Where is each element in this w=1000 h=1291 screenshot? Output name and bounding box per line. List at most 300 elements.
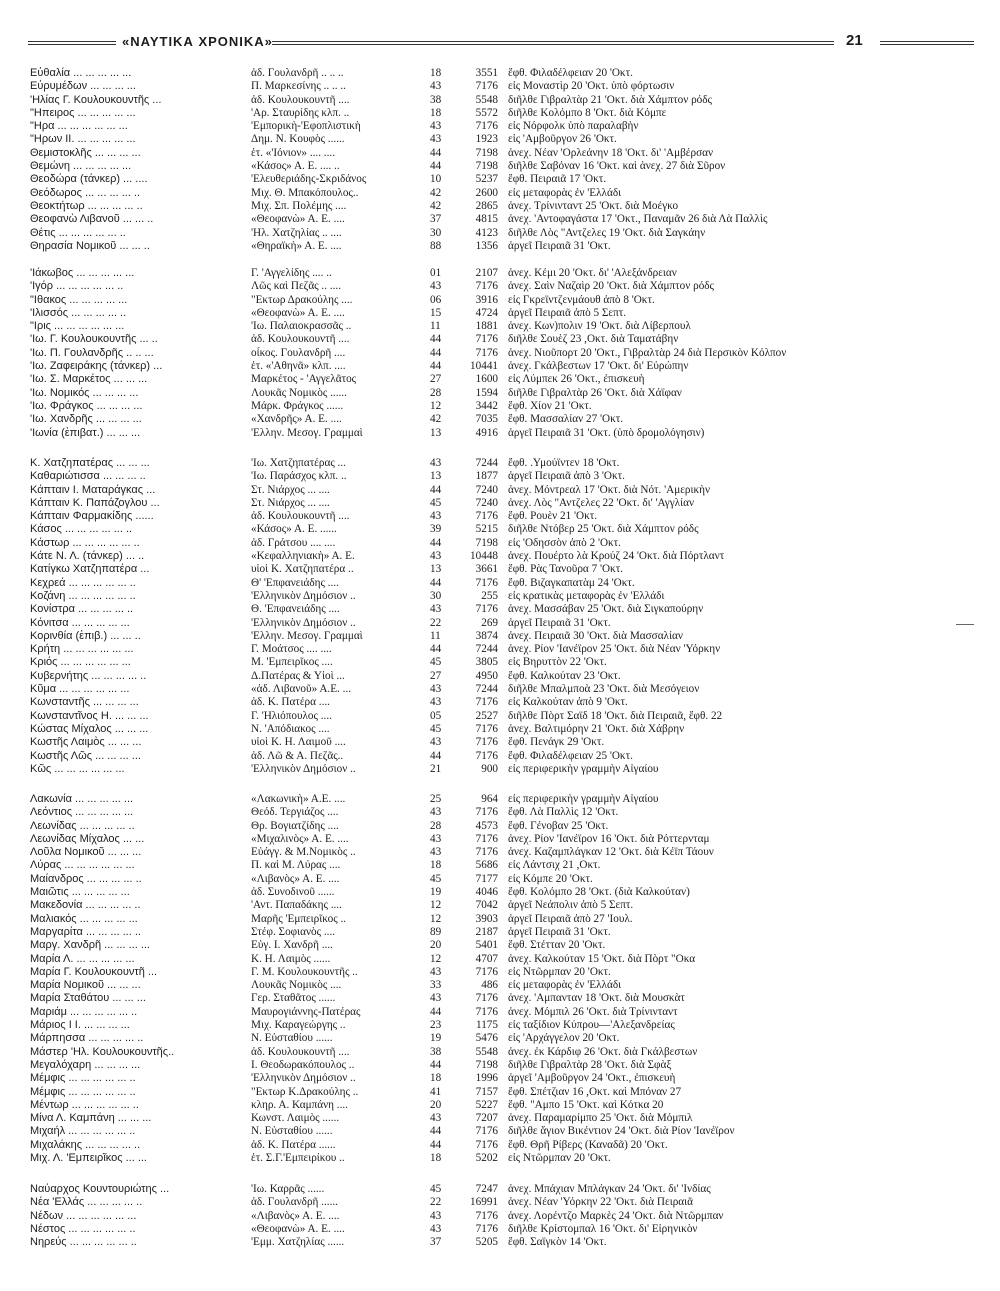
movement-status: ἀνεχ. Λὸς "Αντζελες 22 'Οκτ. δι' 'Αγγλίαν <box>508 496 695 509</box>
movement-status: ἀργεῖ Πειραιᾶ 31 'Οκτ. (ὑπὸ δρομολόγησιν) <box>508 426 705 439</box>
table-row <box>30 1210 930 1223</box>
tonnage: 7176 <box>475 696 498 709</box>
table-row <box>30 133 930 146</box>
table-row <box>30 1125 930 1138</box>
tonnage: 10441 <box>470 360 498 373</box>
movement-status: ἀνεχ. Λορέντζο Μαρκὲς 24 'Οκτ. διὰ Ντῶρμπαν <box>508 1209 724 1222</box>
tonnage: 7176 <box>475 1125 498 1138</box>
build-year: 43 <box>430 133 442 146</box>
table-row <box>30 497 930 510</box>
ship-owner: «Κάσος» Α. Ε. .... .. <box>251 160 340 173</box>
tonnage: 7177 <box>475 872 498 885</box>
tonnage: 5237 <box>475 173 498 186</box>
ship-owner: «Θηραϊκὴ» Α. Ε. .... <box>251 239 342 252</box>
table-row <box>30 347 930 360</box>
tonnage: 7176 <box>475 846 498 859</box>
ship-name: Μιχαλάκης ... ... ... ... .. <box>30 1138 141 1151</box>
build-year: 43 <box>430 1222 442 1235</box>
ship-name: "Ιθακος ... ... ... ... ... <box>30 293 128 306</box>
tonnage: 5548 <box>475 93 498 106</box>
movement-status: εἰς Λάντσιχ 21 ,Οκτ. <box>508 859 601 872</box>
journal-title: «ΝΑΥΤΙΚΑ ΧΡΟΝΙΚΑ» <box>122 34 273 49</box>
movement-status: ἀνεχ. 'Αντοφαγάστα 17 'Οκτ., Παναμᾶν 26 διὰ Λὰ Παλλὶς <box>508 213 768 226</box>
build-year: 22 <box>430 1196 442 1209</box>
ship-name: Νέδων ... ... ... ... ... ... <box>30 1209 137 1222</box>
build-year: 39 <box>430 523 442 536</box>
build-year: 43 <box>430 1112 442 1125</box>
tonnage: 5572 <box>475 106 498 119</box>
ship-name: Εὐρυμέδων ... ... ... ... <box>30 80 136 93</box>
tonnage: 7198 <box>475 160 498 173</box>
build-year: 37 <box>430 213 442 226</box>
movement-status: ἀνεχ. Νέαν 'Ορλεάνην 18 'Οκτ. δι' 'Αμβέρσαν <box>508 146 714 159</box>
movement-status: ἔφθ. Φιλαδέλφειαν 20 'Οκτ. <box>508 67 633 79</box>
build-year: 11 <box>430 320 441 333</box>
table-row <box>30 457 930 470</box>
tonnage: 3874 <box>475 629 498 642</box>
ship-owner: 'Ιω. Παράσχος κλπ. .. <box>251 470 347 483</box>
build-year: 43 <box>430 603 442 616</box>
ship-owner: 'Ελληνικὸν Δημόσιον .. <box>251 1072 356 1085</box>
ship-name: Ναύαρχος Κουντουριώτης ... <box>30 1183 170 1195</box>
table-row <box>30 80 930 93</box>
table-row <box>30 577 930 590</box>
ship-name: Θεοδώρα (τάνκερ) ... .... <box>30 173 148 186</box>
ship-name: Μέμφις ... ... ... ... ... .. <box>30 1072 136 1085</box>
tonnage: 4724 <box>475 306 498 319</box>
ship-name: Μαργ. Χανδρῆ ... ... ... ... <box>30 939 150 952</box>
ship-name: Κῦμα ... ... ... ... ... ... <box>30 683 130 696</box>
ship-name: Κάπταιν Ι. Ματαράγκας ... <box>30 483 156 496</box>
tonnage: 7176 <box>475 280 498 293</box>
tonnage: 3442 <box>475 399 498 412</box>
table-row <box>30 603 930 616</box>
movement-status: διῆλθε Πὸρτ Σαϊδ 18 'Οκτ. διὰ Πειραιᾶ, ἔφθ. 22 <box>508 709 723 722</box>
ship-owner: Κ. Η. Λαιμὸς ...... <box>251 952 331 965</box>
tonnage: 7176 <box>475 1222 498 1235</box>
ship-owner: «Θεοφανὼ» Α. Ε. .... <box>251 213 345 226</box>
table-row <box>30 1223 930 1236</box>
ship-name: Κωνσταντῆς ... ... ... ... <box>30 696 139 709</box>
movement-status: ἀργεῖ Πειραιᾶ ἀπὸ 5 Σεπτ. <box>508 306 627 319</box>
ship-owner: οἶκος. Γουλανδρῆ .... <box>251 346 346 359</box>
build-year: 05 <box>430 709 442 722</box>
build-year: 18 <box>430 1152 442 1165</box>
ship-name: 'Ιάκωβος ... ... ... ... ... <box>30 267 135 279</box>
tonnage: 4815 <box>475 213 498 226</box>
ship-name: 'Ιλισσός ... ... ... ... .. <box>30 306 127 319</box>
movement-status: εἰς Ντῶρμπαν 20 'Οκτ. <box>508 1152 611 1165</box>
build-year: 12 <box>430 899 442 912</box>
build-year: 43 <box>430 832 442 845</box>
build-year: 44 <box>430 483 442 496</box>
ship-name: Κατίγκω Χατζηπατέρα ... <box>30 563 150 576</box>
header-rule-left <box>28 41 116 45</box>
ship-owner: ἀδ. Συνοδινοῦ ...... <box>251 886 335 899</box>
ship-owner: 'Εμπορικὴ-'Εφοπλιστικὴ <box>251 120 361 133</box>
tonnage: 3916 <box>475 293 498 306</box>
table-row <box>30 320 930 333</box>
build-year: 18 <box>430 106 442 119</box>
ship-name: 'Ιω. Γ. Κουλουκουντῆς ... .. <box>30 333 158 346</box>
movement-status: διῆλθε Λὸς "Αντζελες 19 'Οκτ. διὰ Σαγκάην <box>508 226 706 239</box>
ship-group-2 <box>30 267 930 440</box>
ship-owner: ἑτ. «'Ιόνιον» .... .... <box>251 146 335 159</box>
movement-status: ἔφθ. Σπέτζιαν 16 ,Οκτ. καὶ Μπόναν 27 <box>508 1085 682 1098</box>
tonnage: 5205 <box>475 1236 498 1249</box>
table-row <box>30 470 930 483</box>
tonnage: 7247 <box>475 1183 498 1195</box>
movement-status: εἰς Κόμπε 20 'Οκτ. <box>508 872 593 885</box>
ship-owner: κληρ. Α. Καμπάνη .... <box>251 1098 348 1111</box>
tonnage: 269 <box>481 616 498 629</box>
ship-name: Μάστερ 'Ηλ. Κουλουκουντῆς.. <box>30 1045 175 1058</box>
table-row <box>30 147 930 160</box>
ship-owner: Λῶς καὶ Πεζᾶς .. .... <box>251 280 341 293</box>
tonnage: 7176 <box>475 832 498 845</box>
ship-name: Μαλιακός ... ... ... ... ... <box>30 912 138 925</box>
build-year: 21 <box>430 762 442 775</box>
build-year: 11 <box>430 629 441 642</box>
ship-name: "Ιρις ... ... ... ... ... ... <box>30 320 125 333</box>
movement-status: εἰς Γκρεϊντζενμάουθ ἀπὸ 8 'Οκτ. <box>508 293 655 306</box>
build-year: 38 <box>430 93 442 106</box>
table-row <box>30 899 930 912</box>
table-row <box>30 1086 930 1099</box>
tonnage: 1877 <box>475 470 498 483</box>
ship-owner: Μιχ. Καραγεώργης .. <box>251 1019 346 1032</box>
table-row <box>30 510 930 523</box>
build-year: 42 <box>430 186 442 199</box>
tonnage: 7176 <box>475 806 498 819</box>
ship-owner: υἱοὶ Κ. Η. Λαιμοῦ .... <box>251 736 346 749</box>
ship-name: Εὐθαλία ... ... ... ... ... <box>30 67 132 79</box>
table-row <box>30 683 930 696</box>
movement-status: ἔφθ. Πενάγκ 29 'Οκτ. <box>508 736 605 749</box>
ship-name: Μιχ. Λ. 'Εμπειρῖκος ... ... <box>30 1152 147 1165</box>
build-year: 33 <box>430 979 442 992</box>
ship-owner: Γ. 'Αγγελίδης .... .. <box>251 267 332 279</box>
ship-name: Θεόδωρος ... ... ... ... .. <box>30 186 141 199</box>
build-year: 06 <box>430 293 442 306</box>
movement-status: ἔφθ. Πειραιᾶ 17 'Οκτ. <box>508 173 607 186</box>
build-year: 15 <box>430 306 442 319</box>
movement-status: ἀνεχ. Ρίον 'Ιανέϊρον 25 'Οκτ. διὰ Νέαν 'Υόρκην <box>508 643 721 656</box>
ship-owner: 'Εμμ. Χατζηλίας ...... <box>251 1236 345 1249</box>
ship-name: Κωνσταντῖνος Η. ... ... ... <box>30 709 149 722</box>
movement-status: ἔφθ. Θρῆ Ρίβερς (Καναδᾶ) 20 'Οκτ. <box>508 1138 668 1151</box>
table-row <box>30 806 930 819</box>
tonnage: 4916 <box>475 426 498 439</box>
ship-owner: Ι. Θεοδωρακόπουλος .. <box>251 1058 355 1071</box>
movement-status: εἰς περιφερικὴν γραμμὴν Αἰγαίου <box>508 762 659 775</box>
tonnage: 10448 <box>470 550 498 563</box>
tonnage: 7176 <box>475 576 498 589</box>
tonnage: 1594 <box>475 386 498 399</box>
ship-name: Μαίανδρος ... ... ... ... .. <box>30 872 142 885</box>
ship-owner: Λουκᾶς Νομικὸς ...... <box>251 386 347 399</box>
ship-owner: 'Αντ. Παπαδάκης .... <box>251 899 342 912</box>
ship-name: Κοζάνη ... ... ... ... ... .. <box>30 589 136 602</box>
build-year: 28 <box>430 386 442 399</box>
table-row <box>30 859 930 872</box>
build-year: 45 <box>430 656 442 669</box>
build-year: 43 <box>430 120 442 133</box>
tonnage: 7176 <box>475 992 498 1005</box>
ship-name: 'Ιω. Νομικός ... ... ... ... <box>30 386 139 399</box>
build-year: 43 <box>430 965 442 978</box>
tonnage: 486 <box>481 979 498 992</box>
build-year: 12 <box>430 952 442 965</box>
tonnage: 7176 <box>475 80 498 93</box>
ship-name: Κωστῆς Λαιμὸς ... ... ... <box>30 736 142 749</box>
movement-status: ἔφθ. Γένοβαν 25 'Οκτ. <box>508 819 609 832</box>
table-row <box>30 213 930 226</box>
table-row <box>30 1236 930 1249</box>
movement-status: ἀνεχ. Κέμι 20 'Οκτ. δι' 'Αλεξάνδρειαν <box>508 267 677 279</box>
table-row <box>30 820 930 833</box>
build-year: 42 <box>430 413 442 426</box>
table-row <box>30 750 930 763</box>
tonnage: 7176 <box>475 965 498 978</box>
table-row <box>30 333 930 346</box>
movement-status: ἔφθ. Σαϊγκὸν 14 'Οκτ. <box>508 1236 607 1249</box>
ship-name: Μαρία Γ. Κουλουκουντῆ ... <box>30 965 158 978</box>
ship-name: "Ηπειρος ... ... ... ... ... <box>30 106 136 119</box>
movement-status: εἰς Μοναστὶρ 20 'Οκτ. ὑπὸ φόρτωσιν <box>508 80 675 93</box>
build-year: 22 <box>430 616 442 629</box>
build-year: 25 <box>430 793 442 805</box>
ship-owner: Γ. 'Ηλιόπουλος .... <box>251 709 332 722</box>
tonnage: 4123 <box>475 226 498 239</box>
ship-owner: «Λιβανὸς» Α. Ε. .... <box>251 1209 340 1222</box>
ship-owner: Μαυρογιάννης-Πατέρας <box>251 1005 361 1018</box>
table-row <box>30 267 930 280</box>
table-row <box>30 360 930 373</box>
ship-owner: Γ. Μ. Κουλουκουντῆς .. <box>251 965 358 978</box>
movement-status: διῆλθε Ντόβερ 25 'Οκτ. διὰ Χάμπτον ρόδς <box>508 523 699 536</box>
ship-owner: 'Ελληνικὸν Δημόσιον .. <box>251 762 356 775</box>
ship-owner: Στ. Νιάρχος ... .... <box>251 496 330 509</box>
table-row <box>30 523 930 536</box>
movement-status: ἀνεχ. Πουέρτο λὰ Κρούζ 24 'Οκτ. διὰ Πόρτλαντ <box>508 550 725 563</box>
table-row <box>30 563 930 576</box>
movement-status: ἔφθ. "Αμπο 15 'Οκτ. καὶ Κότκα 20 <box>508 1098 664 1111</box>
table-row <box>30 886 930 899</box>
ship-name: Μαργαρίτα ... ... ... ... .. <box>30 925 141 938</box>
ship-owner: 'Ιω. Χατζηπατέρας ... <box>251 457 346 469</box>
movement-status: εἰς Νόρφολκ ὑπὸ παραλαβὴν <box>508 120 639 133</box>
movement-status: εἰς περιφερικὴν γραμμὴν Αἰγαίου <box>508 793 659 805</box>
table-row <box>30 1112 930 1125</box>
build-year: 44 <box>430 536 442 549</box>
movement-status: ἀργεῖ Πειραιᾶ ἀπὸ 3 'Οκτ. <box>508 470 625 483</box>
table-row <box>30 427 930 440</box>
movement-status: ἀνεχ. Μόμπιλ 26 'Οκτ. διὰ Τρίνινταντ <box>508 1005 678 1018</box>
tonnage: 964 <box>481 793 498 805</box>
movement-status: ἀργεῖ Πειραιᾶ 31 'Οκτ. <box>508 925 611 938</box>
ship-owner: ἀδ. Κουλουκουντῆ .... <box>251 333 350 346</box>
ship-group-5 <box>30 1183 930 1249</box>
tonnage: 1356 <box>475 239 498 252</box>
movement-status: ἀργεῖ Νεάπολιν ἀπὸ 5 Σεπτ. <box>508 899 634 912</box>
tonnage: 5215 <box>475 523 498 536</box>
ship-owner: "Εκτωρ Δρακούλης .... <box>251 293 353 306</box>
movement-status: ἔφθ. Ρουὲν 21 'Οκτ. <box>508 510 598 523</box>
tonnage: 2527 <box>475 709 498 722</box>
build-year: 37 <box>430 1236 442 1249</box>
ship-name: 'Ιγόρ ... ... ... ... ... .. <box>30 280 124 293</box>
tonnage: 1600 <box>475 373 498 386</box>
ship-owner: Δ.Πατέρας & Υἱοὶ ... <box>251 669 345 682</box>
movement-status: ἀνεχ. 'Αμπανταν 18 'Οκτ. διὰ Μουσκὰτ <box>508 992 685 1005</box>
tonnage: 3805 <box>475 656 498 669</box>
build-year: 44 <box>430 1058 442 1071</box>
build-year: 30 <box>430 226 442 239</box>
ship-name: Θεοφανὼ Λιβανοῦ ... ... .. <box>30 213 154 226</box>
ship-owner: ἀδ. Κ. Πατέρα .... <box>251 696 330 709</box>
table-row <box>30 1019 930 1032</box>
movement-status: ἔφθ. Ρὰς Τανοῦρα 7 'Οκτ. <box>508 563 623 576</box>
tonnage: 7198 <box>475 1058 498 1071</box>
tonnage: 3903 <box>475 912 498 925</box>
tonnage: 7244 <box>475 457 498 469</box>
movement-status: ἔφθ. Λὰ Παλλὶς 12 'Οκτ. <box>508 806 619 819</box>
movement-status: ἀνεχ. Σαὶν Ναζαὶρ 20 'Οκτ. διὰ Χάμπτον ρόδς <box>508 280 714 293</box>
ship-name: Λακωνία ... ... ... ... ... <box>30 793 134 805</box>
tonnage: 7176 <box>475 749 498 762</box>
table-row <box>30 630 930 643</box>
build-year: 27 <box>430 669 442 682</box>
ship-owner: ἀδ. Κουλουκουντῆ .... <box>251 93 350 106</box>
table-row <box>30 873 930 886</box>
ship-name: Μαρία Λ. ... ... ... ... ... <box>30 952 135 965</box>
tonnage: 5686 <box>475 859 498 872</box>
tonnage: 7207 <box>475 1112 498 1125</box>
build-year: 44 <box>430 346 442 359</box>
ship-name: 'Ηλίας Γ. Κουλουκουντῆς ... <box>30 93 162 106</box>
table-row <box>30 1032 930 1045</box>
ship-owner: Θεόδ. Τεργιάζος .... <box>251 806 339 819</box>
ship-owner: Ν. 'Απόδιακος .... <box>251 722 330 735</box>
ship-owner: 'Ελληνικὸν Δημόσιον .. <box>251 589 356 602</box>
movement-status: διῆλθε Σαβόναν 16 'Οκτ. καὶ ἀνεχ. 27 διὰ Σῦρον <box>508 160 726 173</box>
ship-owner: «Θεοφανὼ» Α. Ε. .... <box>251 1222 345 1235</box>
movement-status: ἀργεῖ Πειραιᾶ 31 'Οκτ. <box>508 239 611 252</box>
table-row <box>30 160 930 173</box>
ship-owner: Μαρῆς 'Εμπειρῖκος .. <box>251 912 347 925</box>
movement-status: ἔφθ. Μασσαλίαν 27 'Οκτ. <box>508 413 623 426</box>
table-row <box>30 373 930 386</box>
table-row <box>30 537 930 550</box>
ship-owner: Κωνστ. Λαιμὸς ...... <box>251 1112 340 1125</box>
ship-name: Λεόντιος ... ... ... ... ... <box>30 806 134 819</box>
build-year: 45 <box>430 496 442 509</box>
build-year: 27 <box>430 373 442 386</box>
movement-status: εἰς Ντῶρμπαν 20 'Οκτ. <box>508 965 611 978</box>
build-year: 44 <box>430 576 442 589</box>
ship-owner: Θ. 'Επφανειάδης .... <box>251 603 340 616</box>
tonnage: 1175 <box>476 1019 498 1032</box>
ship-owner: 'Ηλ. Χατζηλίας .. .... <box>251 226 342 239</box>
ship-name: Μιχαήλ ... ... ... ... ... .. <box>30 1125 136 1138</box>
tonnage: 7176 <box>475 722 498 735</box>
movement-status: ἔφθ. Καλκούταν 23 'Οκτ. <box>508 669 621 682</box>
build-year: 89 <box>430 925 442 938</box>
movement-status: ἀνεχ. Μασσάβαν 25 'Οκτ. διὰ Σιγκαπούρην <box>508 603 704 616</box>
ship-owner: «Χανδρῆς» Α. Ε. .... <box>251 413 342 426</box>
table-row <box>30 939 930 952</box>
movement-status: διῆλθε Γιβραλτὰρ 21 'Οκτ. διὰ Χάμπτον ρόδς <box>508 93 712 106</box>
tonnage: 7176 <box>475 1005 498 1018</box>
table-row <box>30 643 930 656</box>
ship-owner: «Κάσος» Α. Ε. ...... <box>251 523 337 536</box>
ship-owner: Εὐγ. Ι. Χανδρῆ .... <box>251 939 333 952</box>
ship-name: Κρήτη ... ... ... ... ... ... <box>30 643 134 656</box>
movement-status: διῆλθε Κολόμπο 8 'Οκτ. διὰ Κόμπε <box>508 106 667 119</box>
tonnage: 7176 <box>475 120 498 133</box>
movement-status: ἔφθ. Χίον 21 'Οκτ. <box>508 399 592 412</box>
page-header <box>28 33 974 53</box>
table-row <box>30 120 930 133</box>
tonnage: 7176 <box>475 333 498 346</box>
ship-owner: 'Ιω. Καρρᾶς ...... <box>251 1183 325 1195</box>
build-year: 43 <box>430 1209 442 1222</box>
tonnage: 3661 <box>475 563 498 576</box>
table-row <box>30 736 930 749</box>
build-year: 43 <box>430 846 442 859</box>
table-row <box>30 710 930 723</box>
build-year: 42 <box>430 199 442 212</box>
tonnage: 3551 <box>475 67 498 79</box>
ship-name: Μέμφις ... ... ... ... ... .. <box>30 1085 136 1098</box>
build-year: 43 <box>430 280 442 293</box>
build-year: 44 <box>430 643 442 656</box>
ship-owner: «ἀδ. Λιβανοῦ» Α.Ε. ... <box>251 683 352 696</box>
build-year: 19 <box>430 886 442 899</box>
ship-name: Λεωνίδας ... ... ... ... .. <box>30 819 135 832</box>
build-year: 43 <box>430 806 442 819</box>
build-year: 45 <box>430 722 442 735</box>
movement-status: ἀνεχ. Καλκούταν 15 'Οκτ. διὰ Πὸρτ "Οκα <box>508 952 696 965</box>
table-row <box>30 833 930 846</box>
ship-name: Μάριος Ι Ι. ... ... ... ... <box>30 1019 130 1032</box>
ship-name: 'Ιω. Ζαφειράκης (τάνκερ) ... <box>30 360 163 373</box>
build-year: 19 <box>430 1032 442 1045</box>
tonnage: 4046 <box>475 886 498 899</box>
movement-status: ἀνεχ. Γκάλβεστων 17 'Οκτ. δι' Εὐρώπην <box>508 360 689 373</box>
ship-group-4 <box>30 793 930 1165</box>
movement-status: ἀνεχ. Κων)πολιν 19 'Οκτ. διὰ Λίβερπουλ <box>508 320 691 333</box>
table-row <box>30 1072 930 1085</box>
ship-name: Κόνιτσα ... ... ... ... ... <box>30 616 130 629</box>
ship-name: Κῶς ... ... ... ... ... ... <box>30 762 125 775</box>
table-row <box>30 1099 930 1112</box>
build-year: 18 <box>430 1072 442 1085</box>
build-year: 45 <box>430 1183 442 1195</box>
ship-owner: Ν. Εὐσταθίου ...... <box>251 1125 333 1138</box>
ship-owner: Π. Μαρκεσίνης .. .. .. <box>251 80 346 93</box>
movement-status: διῆλθε Γιβραλτὰρ 28 'Οκτ. διὰ Σφὰξ <box>508 1058 672 1071</box>
ship-owner: «Θεοφανὼ» Α. Ε. .... <box>251 306 345 319</box>
table-row <box>30 107 930 120</box>
movement-status: ἀνεχ. Ρίον 'Ιανέϊρον 16 'Οκτ. διὰ Ρόττερνταμ <box>508 832 710 845</box>
ship-owner: Γερ. Σταθᾶτος ...... <box>251 992 336 1005</box>
ship-owner: 'Ελευθεριάδης-Σκριδάνος <box>251 173 367 186</box>
tonnage: 16991 <box>470 1196 498 1209</box>
ship-name: Μακεδονία ... ... ... ... .. <box>30 899 141 912</box>
tonnage: 4707 <box>475 952 498 965</box>
